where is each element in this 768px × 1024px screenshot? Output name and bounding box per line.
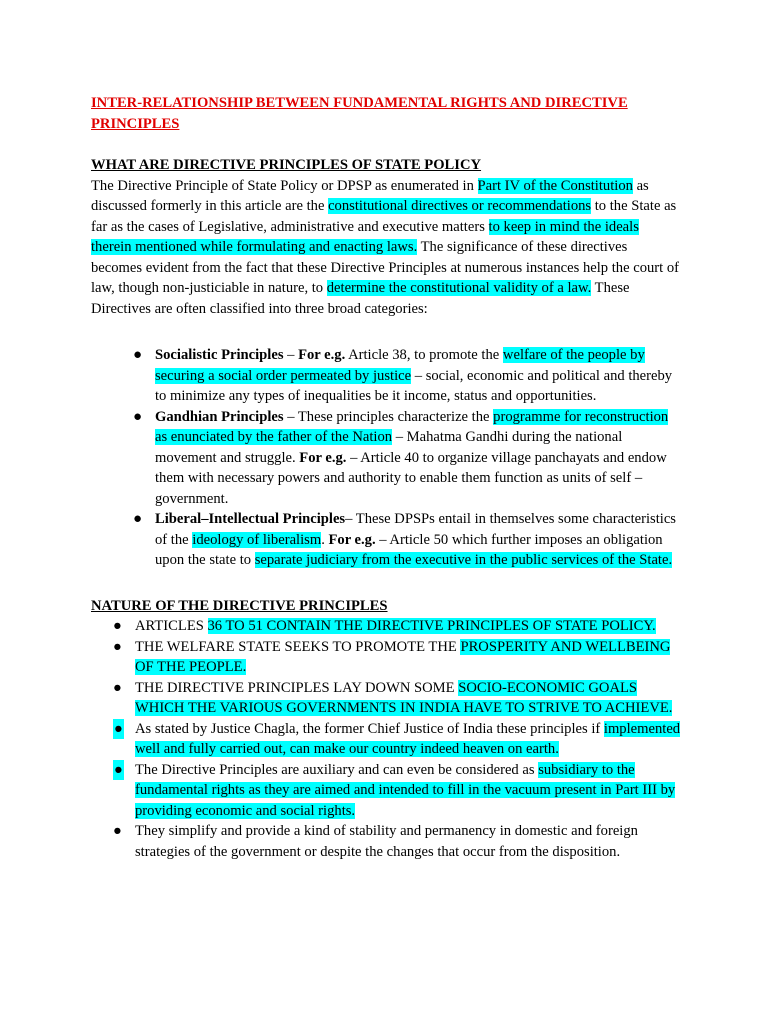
highlight-text: determine the constitutional validity of a law. bbox=[326, 280, 592, 296]
list-item: ● As stated by Justice Chagla, the former Chief Justice of India these principles if implemented well and fully carried out, can make our country indeed heaven on earth. bbox=[114, 720, 681, 757]
bullet-icon: ● bbox=[113, 760, 124, 781]
list-item: ● ARTICLES 36 TO 51 CONTAIN THE DIRECTIVE PRINCIPLES OF STATE POLICY. bbox=[135, 616, 681, 637]
highlight-text: constitutional directives or recommendations bbox=[328, 198, 592, 214]
bullet-icon: ● bbox=[113, 638, 122, 655]
list-item: ● THE DIRECTIVE PRINCIPLES LAY DOWN SOME SOCIO-ECONOMIC GOALS WHICH THE VARIOUS GOVERNMENTS IN INDIA HAVE TO STRIVE TO ACHIEVE. bbox=[113, 679, 673, 716]
highlight-text: to keep in mind the ideals therein mentioned while formulating and enacting laws. bbox=[91, 218, 639, 255]
bullet-icon: ● bbox=[113, 823, 122, 839]
bullet-icon: ● bbox=[133, 347, 143, 363]
categories-list bbox=[91, 345, 681, 571]
list-item-gandhian: ● Gandhian Principles – These principles characterize the programme for reconstruction as enunciated by the father of the Nation – Mahatma Gandhi during the national movement and struggle. For e.g. – Article 40 to organize village panchayats and endow them with necessary powers and authority to enable them function as units of self – government. bbox=[133, 408, 669, 507]
intro-paragraph: The Directive Principle of State Policy or DPSP as enumerated in Part IV of the Constitution as discussed formerly in this article are the constitutional directives or recommendations to the State as far as the cases of Legislative, administrative and executive matters to keep in mind the ideals therein mentioned while formulating and enacting laws. The significance of these directives becomes evident from the fact that these Directive Principles at numerous instances help the court of law, though non-justiciable in nature, to determine the constitutional validity of a law. These Directives are often classified into three broad categories: bbox=[91, 177, 680, 317]
bullet-icon: ● bbox=[113, 679, 122, 696]
section-heading-directive-principles: WHAT ARE DIRECTIVE PRINCIPLES OF STATE POLICY bbox=[91, 157, 482, 173]
document-page bbox=[91, 93, 681, 862]
list-item: ● THE WELFARE STATE SEEKS TO PROMOTE THE PROSPERITY AND WELLBEING OF THE PEOPLE. bbox=[113, 638, 671, 675]
section-heading-nature: NATURE OF THE DIRECTIVE PRINCIPLES bbox=[91, 597, 388, 614]
list-item: ● The Directive Principles are auxiliary and can even be considered as subsidiary to the fundamental rights as they are aimed and intended to fill in the vacuum present in Part III by providing economic and social rights. bbox=[114, 761, 676, 819]
nature-list bbox=[91, 616, 681, 862]
bullet-icon: ● bbox=[113, 618, 122, 634]
document-title: INTER-RELATIONSHIP BETWEEN FUNDAMENTAL RIGHTS AND DIRECTIVE PRINCIPLES bbox=[91, 95, 628, 132]
list-item-liberal-intellectual: ● Liberal–Intellectual Principles– These DPSPs entail in themselves some characteristics of the ideology of liberalism. For e.g. – Article 50 which further imposes an obligation upon the state to separate judiciary from the executive in the public services of the State. bbox=[133, 511, 676, 568]
bullet-icon: ● bbox=[133, 408, 143, 425]
highlight-text: Part IV of the Constitution bbox=[477, 177, 633, 194]
bullet-icon: ● bbox=[133, 511, 143, 527]
list-item: ● They simplify and provide a kind of stability and permanency in domestic and foreign strategies of the government or despite the changes that occur from the disposition. bbox=[113, 823, 638, 860]
bullet-icon: ● bbox=[113, 719, 124, 740]
list-item-socialistic: ● Socialistic Principles – For e.g. Article 38, to promote the welfare of the people by securing a social order permeated by justice – social, economic and political and thereby to minimize any types of inequalities be it income, status and opportunities. bbox=[133, 347, 673, 404]
